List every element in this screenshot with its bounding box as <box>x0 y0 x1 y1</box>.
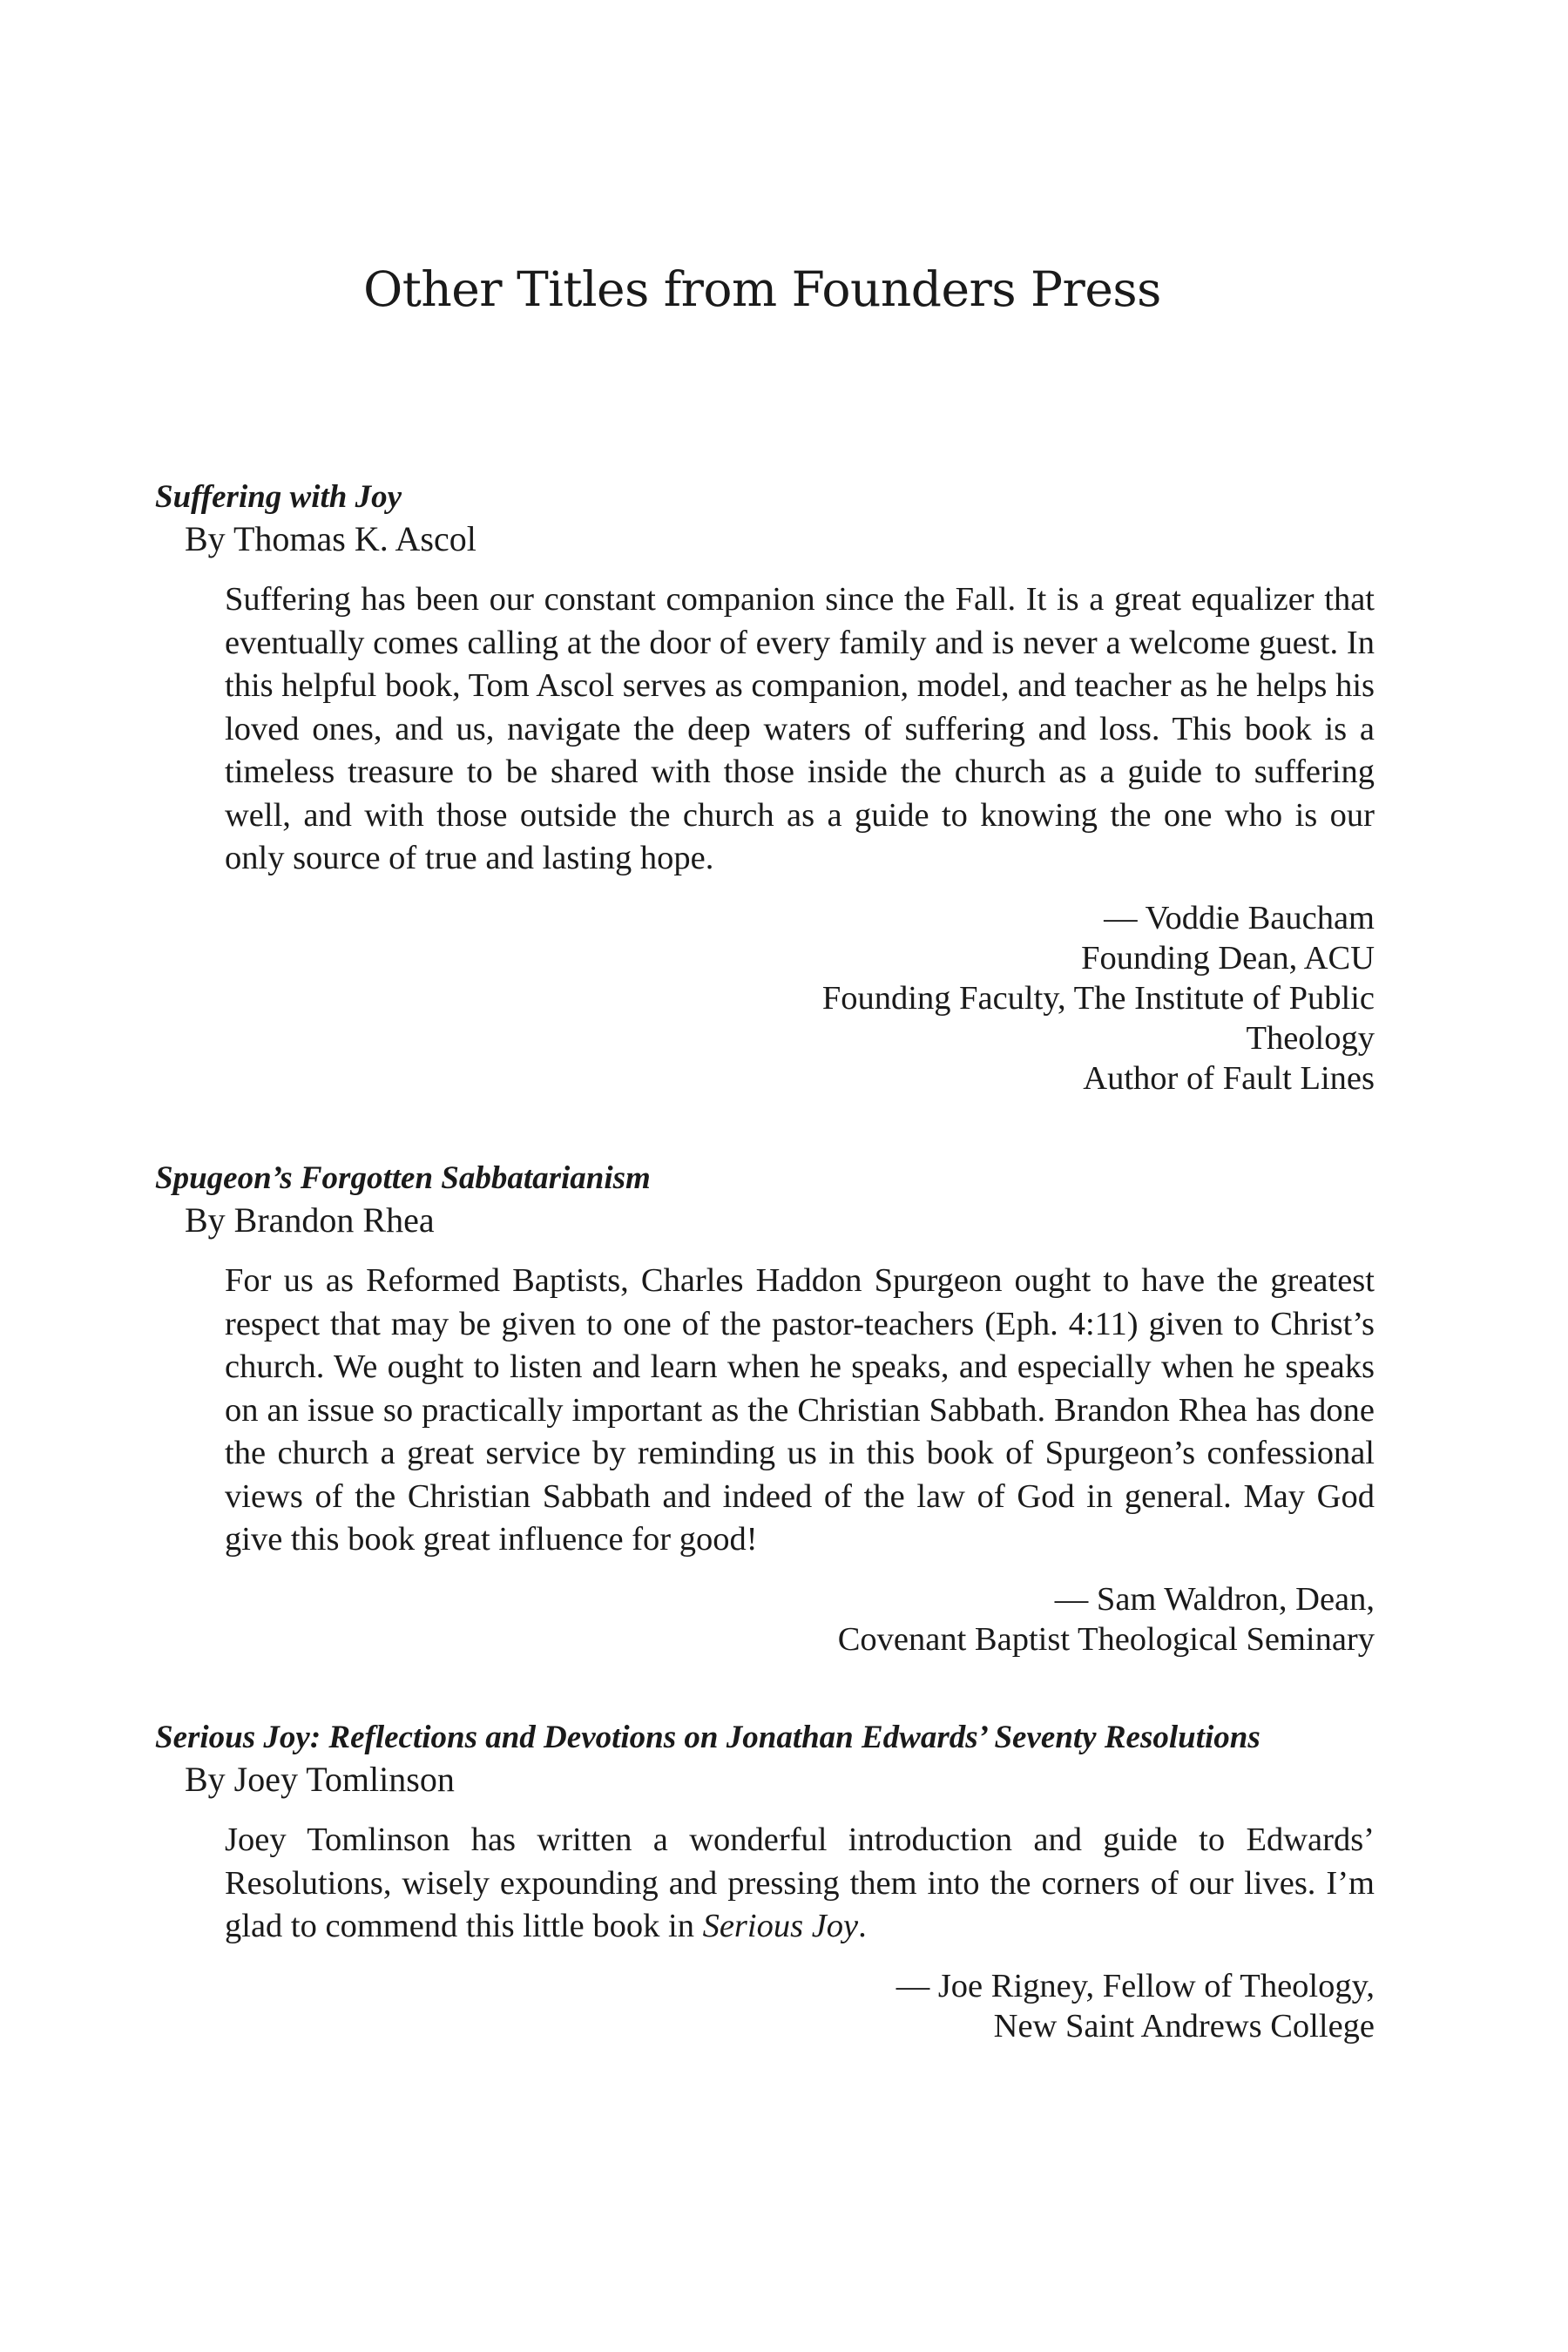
endorsement <box>155 1966 1375 2046</box>
blurb-book-title: Serious Joy <box>702 1908 859 1944</box>
endorser-line: Founding Dean, ACU <box>1081 939 1375 977</box>
page-title: Other Titles from Founders Press <box>363 261 1161 317</box>
book-blurb <box>225 1819 1375 1949</box>
endorser-line: New Saint Andrews College <box>993 2007 1375 2044</box>
endorser-line: Theology <box>1246 1019 1375 1057</box>
book-blurb: Suffering has been our constant companion since the Fall. It is a great equalizer that eventually comes calling at the door of every family and is never a welcome guest. In this helpful book, Tom Ascol serves as companion, model, and teacher as he helps his loved ones, and us, navigate the deep waters of suffering and loss. This book is a timeless treasure to be shared with those inside the church as a guide to suffering well, and with those outside the church as a guide to knowing the one who is our only source of true and lasting hope. <box>225 581 1375 876</box>
endorsement <box>155 1579 1375 1659</box>
blurb-text: Joey Tomlinson has written a wonderful introduction and guide to Edwards’ Resolutions, wisely expounding and pressing them into the corners of our lives. I’m glad to commend this little book in <box>225 1821 1375 1944</box>
book-blurb: For us as Reformed Baptists, Charles Haddon Spurgeon ought to have the greatest respect that may be given to one of the pastor-teachers (Eph. 4:11) given to Christ’s church. We ought to listen and learn when he speaks, and especially when he speaks on an issue so practically important as the Christian Sabbath. Brandon Rhea has done the church a great service by reminding us in this book of Spurgeon’s confessional views of the Christian Sabbath and indeed of the law of God in general. May God give this book great influence for good! <box>225 1262 1375 1558</box>
book-entry <box>155 477 1375 1098</box>
book-entry <box>155 1718 1375 2046</box>
endorser-line: — Sam Waldron, Dean, <box>1054 1580 1375 1618</box>
endorser-line: — Voddie Baucham <box>1104 899 1375 936</box>
book-entry <box>155 1159 1375 1659</box>
endorser-line: Author of Fault Lines <box>1083 1059 1375 1097</box>
endorsement <box>155 898 1375 1098</box>
book-author: By Brandon Rhea <box>185 1200 435 1240</box>
book-author: By Joey Tomlinson <box>185 1760 455 1799</box>
endorser-line: Founding Faculty, The Institute of Public <box>821 979 1375 1017</box>
book-title: Serious Joy: Reflections and Devotions on Jonathan Edwards’ Seventy Resolutions <box>155 1720 1260 1755</box>
book-title: Suffering with Joy <box>155 479 402 515</box>
book-title: Spugeon’s Forgotten Sabbatarianism <box>155 1160 651 1196</box>
endorser-line: Covenant Baptist Theological Seminary <box>837 1620 1375 1658</box>
endorser-line: — Joe Rigney, Fellow of Theology, <box>896 1967 1375 2004</box>
blurb-end: . <box>858 1908 867 1944</box>
book-author: By Thomas K. Ascol <box>185 519 476 558</box>
